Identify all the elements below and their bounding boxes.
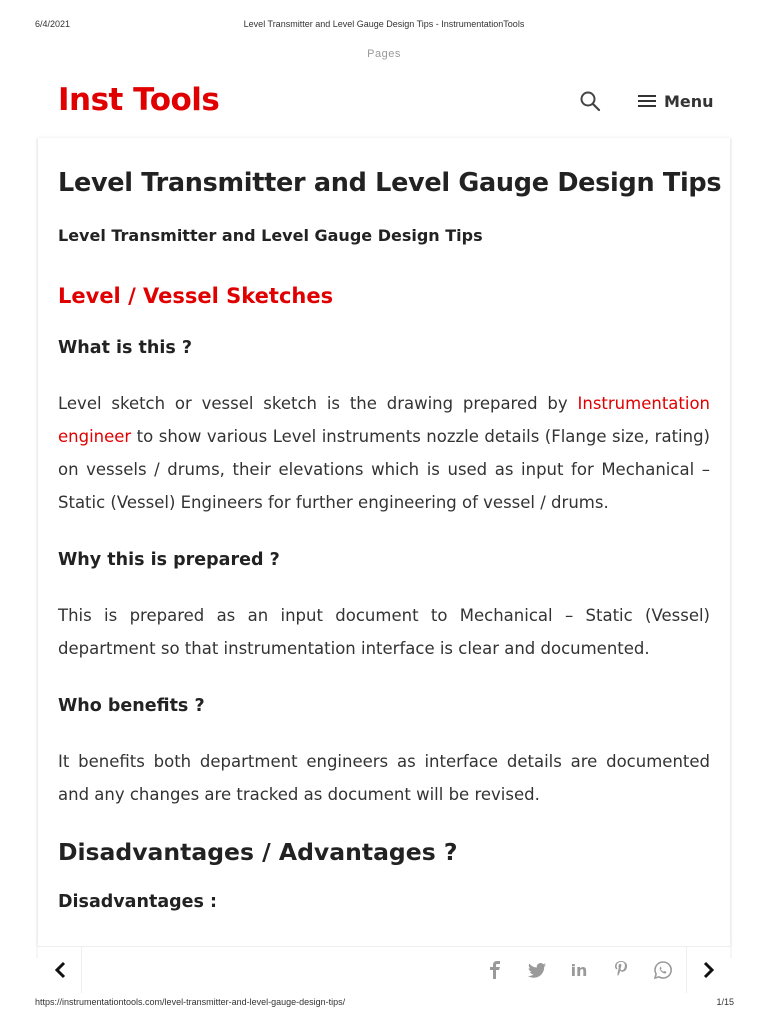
menu-button[interactable] [638, 90, 714, 112]
hamburger-icon [638, 93, 656, 109]
print-footer-url: https://instrumentationtools.com/level-transmitter-and-level-gauge-design-tips/ [35, 997, 346, 1007]
menu-label: Menu [664, 91, 714, 111]
facebook-icon[interactable] [484, 959, 506, 981]
share-icons [484, 959, 674, 981]
pinterest-icon[interactable] [610, 959, 632, 981]
article-content [38, 138, 730, 946]
whatsapp-icon[interactable] [652, 959, 674, 981]
question-what-is-this: What is this ? [58, 338, 193, 358]
search-button[interactable] [579, 90, 601, 112]
paragraph-why-prepared: This is prepared as an input document to Mechanical – Static (Vessel) department so that instrumentation interface is clear and documented. [58, 606, 710, 658]
paragraph-who-benefits: It benefits both department engineers as interface details are documented and any changes are tracked as document will be revised. [58, 752, 710, 804]
linkedin-icon[interactable]: in [570, 960, 588, 980]
question-why-prepared: Why this is prepared ? [58, 550, 280, 570]
share-bar [38, 946, 730, 992]
paragraph-text: Level sketch or vessel sketch is the drawing prepared by [58, 394, 578, 413]
print-footer-page-number: 1/15 [716, 997, 734, 1007]
article-subtitle: Level Transmitter and Level Gauge Design Tips [58, 226, 483, 245]
paragraph-text: to show various Level instruments nozzle details (Flange size, rating) on vessels / drums, their elevations which is used as input for Mechanical – Static (Vessel) Engineers for further engineering of vessel / drums. [58, 427, 710, 512]
twitter-icon[interactable] [526, 959, 548, 981]
disadvantages-advantages-heading: Disadvantages / Advantages ? [58, 838, 458, 866]
section-heading: Level / Vessel Sketches [58, 284, 334, 308]
previous-button[interactable] [38, 947, 82, 993]
question-who-benefits: Who benefits ? [58, 696, 205, 716]
print-title: Level Transmitter and Level Gauge Design Tips - InstrumentationTools [243, 19, 525, 29]
site-logo[interactable]: Inst Tools [58, 82, 220, 118]
article-title: Level Transmitter and Level Gauge Design Tips [58, 168, 722, 198]
search-icon [579, 90, 601, 112]
print-date: 6/4/2021 [35, 19, 71, 29]
disadvantages-heading: Disadvantages : [58, 892, 218, 912]
next-button[interactable] [686, 947, 730, 993]
paragraph-what-is-this [58, 387, 710, 519]
chevron-right-icon [702, 961, 716, 979]
instrumentation-engineer-link[interactable]: Instrumentation engineer [58, 394, 710, 446]
chevron-left-icon [53, 961, 67, 979]
print-header [0, 0, 768, 40]
site-header [38, 68, 730, 138]
pages-label: Pages [367, 48, 401, 60]
